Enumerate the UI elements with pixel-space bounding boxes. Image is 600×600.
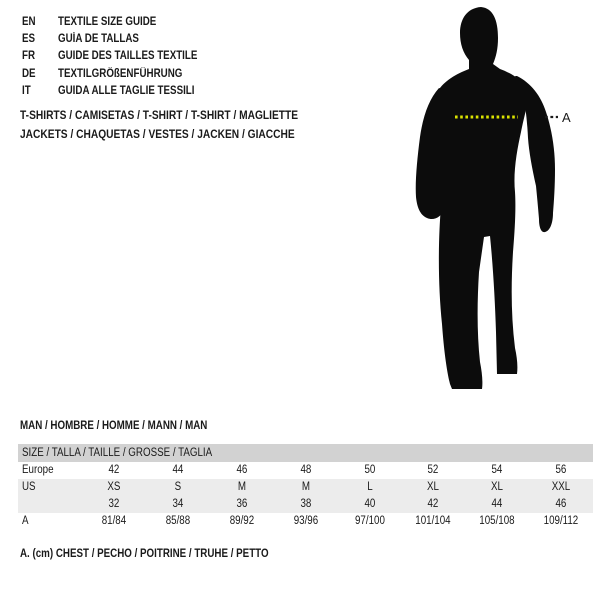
table-cell: 50 xyxy=(363,464,375,476)
language-row-es xyxy=(22,30,222,47)
row-label: A xyxy=(22,515,29,527)
row-label xyxy=(18,496,82,513)
table-cell: 42 xyxy=(427,498,439,510)
table-cell: 34 xyxy=(172,498,184,510)
language-row-fr xyxy=(22,48,222,65)
table-cell: 101/104 xyxy=(415,515,451,527)
category-list xyxy=(20,106,347,143)
category-jackets: JACKETS / CHAQUETAS / VESTES / JACKEN / GIACCHE xyxy=(20,126,295,141)
man-silhouette-icon xyxy=(405,0,600,400)
size-table-header: SIZE / TALLA / TAILLE / GRÖSSE / TAGLIA xyxy=(18,444,593,462)
table-row-numeric xyxy=(18,496,593,513)
table-cell: 105/108 xyxy=(479,515,515,527)
measurement-footnote: A. (cm) CHEST / PECHO / POITRINE / TRUHE / PETTO xyxy=(20,548,269,560)
table-row-chest-a xyxy=(18,513,593,530)
table-cell: XL xyxy=(427,481,440,493)
language-row-de xyxy=(22,65,222,82)
table-cell: XXL xyxy=(551,481,571,493)
table-cell: 38 xyxy=(300,498,311,510)
table-cell: S xyxy=(174,481,182,493)
body-shape xyxy=(435,7,528,389)
row-label: Europe xyxy=(22,464,54,476)
language-row-it xyxy=(22,82,222,99)
man-silhouette-figure xyxy=(405,0,600,400)
language-title: GUÍA DE TALLAS xyxy=(58,32,139,45)
table-cell: XL xyxy=(491,481,504,493)
language-title: TEXTILE SIZE GUIDE xyxy=(58,15,157,28)
section-title: MAN / HOMBRE / HOMME / MANN / MAN xyxy=(20,420,208,432)
table-cell: 89/92 xyxy=(229,515,254,527)
language-title: GUIDA ALLE TAGLIE TESSILI xyxy=(58,84,195,97)
language-row-en xyxy=(22,13,222,30)
table-cell: 93/96 xyxy=(293,515,318,527)
table-cell: 42 xyxy=(108,464,120,476)
size-table xyxy=(18,444,593,530)
table-cell: 56 xyxy=(555,464,567,476)
language-title: GUIDE DES TAILLES TEXTILE xyxy=(58,50,198,63)
language-title: TEXTILGRÖßENFÜHRUNG xyxy=(58,67,183,80)
language-code: DE xyxy=(22,67,36,80)
table-row-europe xyxy=(18,462,593,479)
table-cell: 48 xyxy=(300,464,311,476)
table-cell: 36 xyxy=(236,498,248,510)
table-cell: 32 xyxy=(108,498,120,510)
table-cell: 81/84 xyxy=(101,515,127,527)
table-cell: 54 xyxy=(491,464,503,476)
table-cell: M xyxy=(301,481,310,493)
table-cell: 44 xyxy=(172,464,184,476)
table-cell: 97/100 xyxy=(354,515,385,527)
table-cell: 44 xyxy=(491,498,503,510)
table-cell: L xyxy=(366,481,373,493)
language-list xyxy=(22,13,222,99)
language-code: ES xyxy=(22,32,36,45)
table-cell: 109/112 xyxy=(543,515,579,527)
language-code: FR xyxy=(22,50,36,63)
table-cell: 46 xyxy=(555,498,567,510)
language-code: IT xyxy=(22,84,31,97)
table-cell: XS xyxy=(107,481,121,493)
measure-label-a: A xyxy=(562,110,571,125)
category-tshirts: T-SHIRTS / CAMISETAS / T-SHIRT / T-SHIRT / MAGLIETTE xyxy=(20,108,299,122)
table-cell: 40 xyxy=(363,498,375,510)
table-cell: M xyxy=(237,481,246,493)
language-code: EN xyxy=(22,15,36,28)
table-row-us xyxy=(18,479,593,496)
table-cell: 46 xyxy=(236,464,248,476)
table-cell: 85/88 xyxy=(165,515,191,527)
row-label: US xyxy=(22,481,36,493)
table-cell: 52 xyxy=(427,464,439,476)
